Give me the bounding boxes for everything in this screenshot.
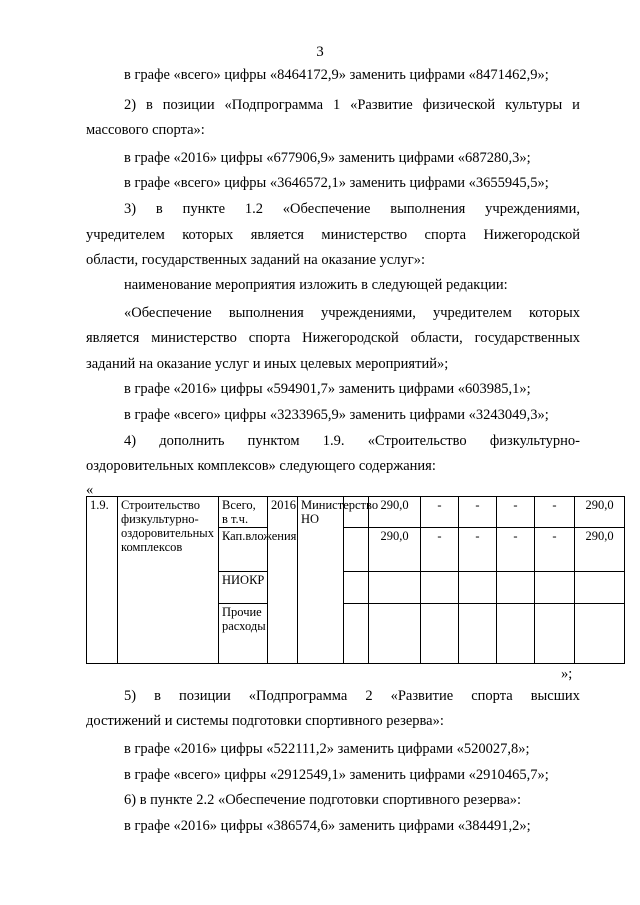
paragraph-line-justified (124, 200, 580, 218)
word: пунктом (247, 433, 300, 449)
word: позиции (162, 97, 215, 113)
paragraph-line: в графе «2016» цифры «594901,7» заменить цифрами «603985,1»; (124, 381, 531, 397)
word: выполнения (390, 201, 466, 217)
word: 1.9. (322, 433, 345, 449)
value-cell: - (535, 528, 575, 572)
paragraph-line: в графе «всего» цифры «8464172,9» заменить цифрами «8471462,9»; (124, 67, 549, 83)
word: 1.2 (244, 201, 263, 217)
paragraph-line-justified (124, 687, 580, 705)
word: 2 (365, 688, 373, 704)
value-cell (497, 572, 535, 604)
word: министерство (151, 330, 237, 346)
word: высших (530, 688, 580, 704)
word: «Развитие (350, 97, 413, 113)
value-cell (459, 604, 497, 664)
value-cell: - (497, 497, 535, 528)
paragraph-line: наименование мероприятия изложить в следующей редакции: (124, 277, 508, 293)
word: министерство (321, 227, 408, 243)
page-number: 3 (316, 44, 324, 60)
word: Нижегородской (302, 330, 399, 346)
amount-cell (369, 604, 421, 664)
executor-cell: Министерство НО (298, 497, 344, 664)
word: 2) (124, 97, 137, 113)
word: является (250, 227, 304, 243)
word: государственных (474, 330, 580, 346)
total-cell: 290,0 (575, 497, 625, 528)
word: Нижегородской (483, 227, 580, 243)
value-cell (535, 604, 575, 664)
word: спорта (248, 330, 291, 346)
year-cell: 2016 (268, 497, 298, 664)
paragraph-line: 6) в пункте 2.2 «Обеспечение подготовки спортивного резерва»: (124, 792, 522, 808)
word: физической (422, 97, 496, 113)
value-cell: - (459, 528, 497, 572)
word: в (154, 688, 161, 704)
value-cell: - (421, 497, 459, 528)
amount-cell (369, 572, 421, 604)
paragraph-line: достижений и системы подготовки спортивного резерва»: (86, 713, 444, 729)
word: спорта (424, 227, 467, 243)
close-quote: »; (561, 666, 573, 682)
word: которых (528, 305, 580, 321)
word: учредителем (86, 227, 165, 243)
word: «Развитие (390, 688, 454, 704)
word: выполнения (228, 305, 304, 321)
word: 1 (332, 97, 341, 113)
open-quote: « (86, 482, 94, 498)
paragraph-line-justified (86, 226, 580, 244)
expense-type-cell: Кап.вложения (219, 528, 268, 572)
table-row (87, 497, 625, 528)
word: в (146, 97, 153, 113)
value-cell (535, 572, 575, 604)
paragraph-line: в графе «2016» цифры «677906,9» заменить цифрами «687280,3»; (124, 150, 531, 166)
paragraph-line: в графе «2016» цифры «522111,2» заменить цифрами «520027,8»; (124, 741, 530, 757)
value-cell (497, 604, 535, 664)
word: спорта (471, 688, 513, 704)
paragraph-line: в графе «всего» цифры «3233965,9» заменить цифрами «3243049,3»; (124, 407, 549, 423)
word: 5) (124, 688, 137, 704)
word: позиции (178, 688, 231, 704)
total-cell (575, 572, 625, 604)
empty-cell (344, 528, 369, 572)
item-name-cell: Строительство физкультурно-оздоровительных комплексов (118, 497, 219, 664)
word: которых (182, 227, 234, 243)
word: пункте (182, 201, 226, 217)
paragraph-line-justified (124, 96, 580, 114)
item-number-cell: 1.9. (87, 497, 118, 664)
word: «Строительство (367, 433, 467, 449)
word: 4) (124, 433, 137, 449)
value-cell: - (459, 497, 497, 528)
paragraph-line-justified (124, 304, 580, 322)
value-cell (459, 572, 497, 604)
empty-cell (344, 604, 369, 664)
value-cell (421, 572, 459, 604)
value-cell: - (535, 497, 575, 528)
empty-cell (344, 572, 369, 604)
word: 3) (124, 201, 137, 217)
value-cell: - (497, 528, 535, 572)
total-cell: 290,0 (575, 528, 625, 572)
paragraph-line: оздоровительных комплексов» следующего содержания: (86, 458, 436, 474)
total-cell (575, 604, 625, 664)
word: «Подпрограмма (248, 688, 348, 704)
activity-table (86, 496, 625, 664)
paragraph-line-justified (86, 329, 580, 347)
expense-type-cell: НИОКР (219, 572, 268, 604)
amount-cell: 290,0 (369, 497, 421, 528)
word: области, (410, 330, 463, 346)
word: учреждениями, (321, 305, 416, 321)
paragraph-line: заданий на оказание услуг и иных целевых мероприятий»; (86, 356, 449, 372)
paragraph-line: области, государственных заданий на оказание услуг»: (86, 252, 426, 268)
word: «Подпрограмма (224, 97, 324, 113)
paragraph-line-justified (124, 432, 580, 450)
amount-cell: 290,0 (369, 528, 421, 572)
word: дополнить (159, 433, 225, 449)
expense-type-cell: Прочие расходы (219, 604, 268, 664)
word: учреждениями, (485, 201, 580, 217)
word: «Обеспечение (282, 201, 371, 217)
word: и (572, 97, 580, 113)
value-cell: - (421, 528, 459, 572)
word: культуры (505, 97, 563, 113)
word: «Обеспечение (124, 305, 212, 321)
value-cell (421, 604, 459, 664)
word: является (86, 330, 140, 346)
word: в (155, 201, 163, 217)
paragraph-line: в графе «всего» цифры «2912549,1» заменить цифрами «2910465,7»; (124, 767, 549, 783)
word: физкультурно- (489, 433, 580, 449)
paragraph-line: массового спорта»: (86, 122, 205, 138)
expense-type-cell: Всего, в т.ч. (219, 497, 268, 528)
word: учредителем (432, 305, 512, 321)
paragraph-line: в графе «всего» цифры «3646572,1» заменить цифрами «3655945,5»; (124, 175, 549, 191)
paragraph-line: в графе «2016» цифры «386574,6» заменить цифрами «384491,2»; (124, 818, 531, 834)
